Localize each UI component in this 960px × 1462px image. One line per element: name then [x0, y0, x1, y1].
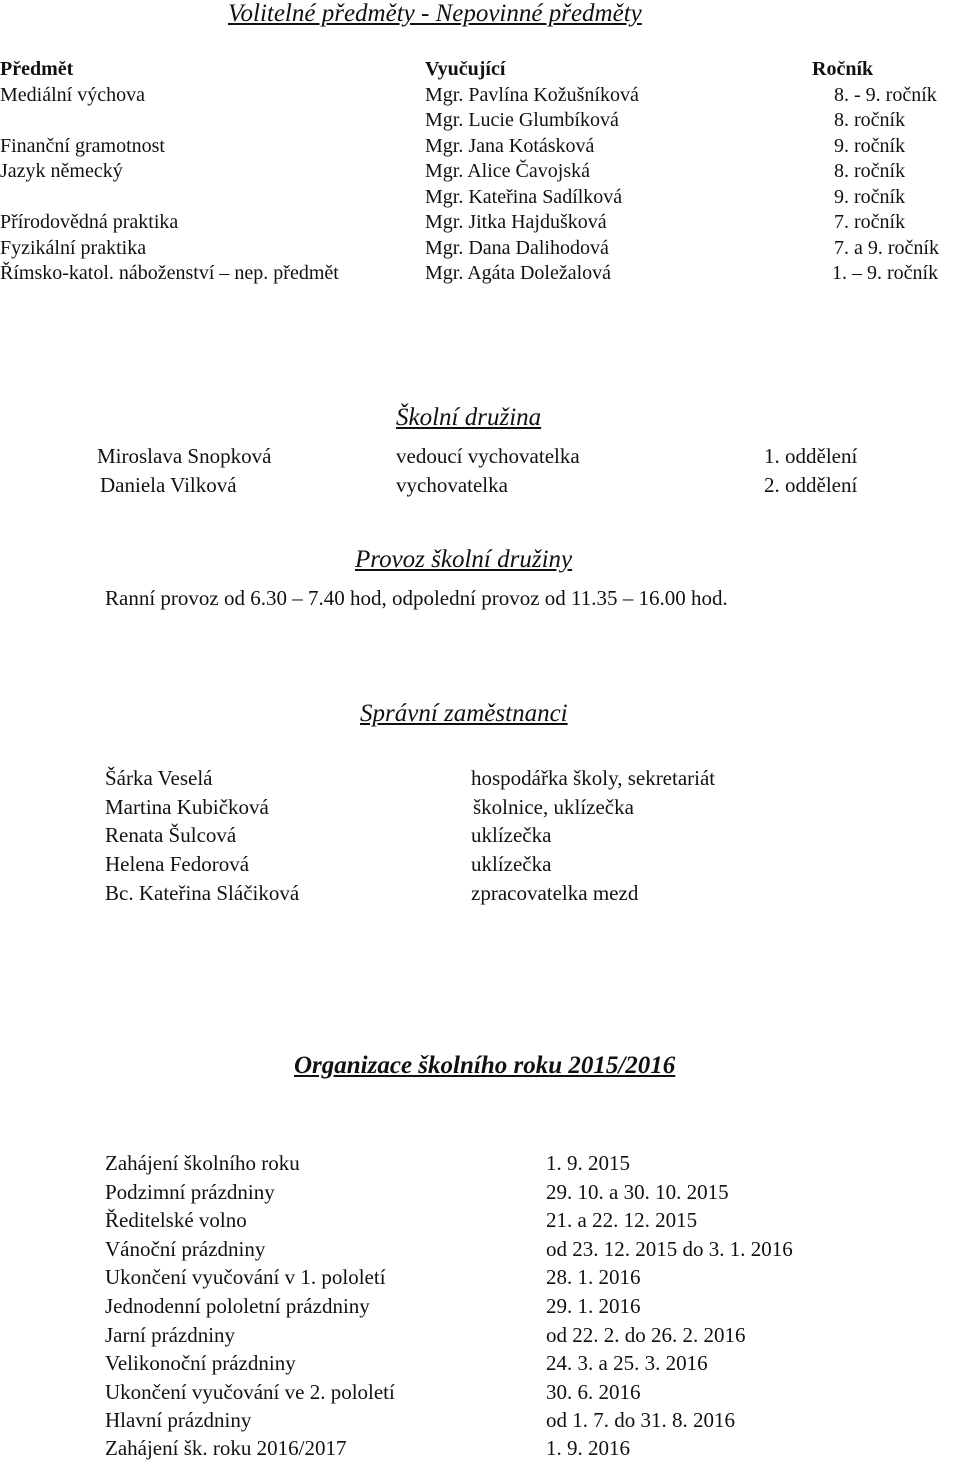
subject-grade: 1. – 9. ročník	[832, 262, 939, 284]
organizace-event: Vánoční prázdniny	[105, 1237, 266, 1261]
header-vyucujici: Vyučující	[425, 58, 506, 80]
table-row	[0, 84, 960, 110]
druzina-staff-role: vedoucí vychovatelka	[396, 444, 580, 468]
table-row	[0, 262, 960, 288]
druzina-staff-role: vychovatelka	[396, 473, 508, 497]
page-title: Volitelné předměty - Nepovinné předměty	[228, 0, 642, 27]
subject-name: Fyzikální praktika	[0, 236, 147, 259]
table-row	[0, 237, 960, 263]
organizace-event: Hlavní prázdniny	[105, 1408, 252, 1432]
organizace-event: Zahájení šk. roku 2016/2017	[105, 1436, 347, 1460]
organizace-date: 24. 3. a 25. 3. 2016	[546, 1351, 708, 1375]
subject-teacher: Mgr. Jana Kotásková	[425, 134, 595, 157]
organizace-event: Podzimní prázdniny	[105, 1180, 275, 1204]
druzina-staff-dept: 1. oddělení	[764, 444, 858, 468]
organizace-event: Zahájení školního roku	[105, 1151, 300, 1175]
table-row	[0, 186, 960, 212]
subject-grade: 7. ročník	[834, 211, 906, 233]
subject-teacher: Mgr. Alice Čavojská	[425, 160, 590, 182]
spravni-role: hospodářka školy, sekretariát	[471, 766, 716, 790]
druzina-staff-name: Daniela Vilková	[100, 473, 237, 497]
druzina-staff-name: Miroslava Snopková	[97, 444, 272, 468]
organizace-date: 28. 1. 2016	[546, 1265, 641, 1289]
subject-teacher: Mgr. Jitka Hajdušková	[425, 211, 607, 233]
subject-name: Mediální výchova	[0, 83, 145, 106]
table-row	[0, 109, 960, 135]
spravni-name: Šárka Veselá	[105, 766, 213, 790]
spravni-role: zpracovatelka mezd	[471, 881, 639, 905]
organizace-date: od 23. 12. 2015 do 3. 1. 2016	[546, 1237, 793, 1261]
organizace-event: Jednodenní pololetní prázdniny	[105, 1294, 370, 1318]
spravni-name: Bc. Kateřina Sláčiková	[105, 881, 300, 905]
spravni-role: uklízečka	[471, 852, 552, 876]
subject-teacher: Mgr. Agáta Doležalová	[425, 262, 612, 284]
organizace-event: Ukončení vyučování v 1. pololetí	[105, 1265, 386, 1289]
spravni-name: Martina Kubičková	[105, 795, 269, 819]
table-row	[0, 211, 960, 237]
subject-teacher: Mgr. Kateřina Sadílková	[425, 185, 623, 208]
subject-teacher: Mgr. Pavlína Kožušníková	[425, 83, 639, 106]
organizace-event: Ukončení vyučování ve 2. pololetí	[105, 1380, 395, 1404]
organizace-date: 1. 9. 2015	[546, 1151, 630, 1175]
organizace-date: 21. a 22. 12. 2015	[546, 1208, 698, 1232]
organizace-date: 29. 1. 2016	[546, 1294, 641, 1318]
organizace-event: Velikonoční prázdniny	[105, 1351, 296, 1375]
organizace-date: od 1. 7. do 31. 8. 2016	[546, 1408, 735, 1432]
druzina-heading: Školní družina	[396, 404, 542, 431]
spravni-name: Renata Šulcová	[105, 823, 237, 847]
organizace-date: od 22. 2. do 26. 2. 2016	[546, 1323, 746, 1347]
druzina-staff-dept: 2. oddělení	[764, 473, 858, 497]
organizace-heading: Organizace školního roku 2015/2016	[294, 1052, 676, 1079]
subjects-header-row	[0, 58, 960, 84]
spravni-role: uklízečka	[471, 823, 552, 847]
table-row	[0, 135, 960, 161]
organizace-event: Ředitelské volno	[105, 1208, 247, 1232]
subjects-table	[0, 58, 960, 288]
organizace-event: Jarní prázdniny	[105, 1323, 236, 1347]
provoz-heading: Provoz školní družiny	[355, 546, 573, 573]
subject-name: Jazyk německý	[0, 160, 123, 182]
subject-teacher: Mgr. Dana Dalihodová	[425, 236, 609, 259]
organizace-date: 1. 9. 2016	[546, 1436, 630, 1460]
subject-grade: 9. ročník	[834, 134, 906, 157]
spravni-role: školnice, uklízečka	[473, 795, 634, 819]
subject-name: Finanční gramotnost	[0, 134, 165, 157]
organizace-date: 30. 6. 2016	[546, 1380, 641, 1404]
subject-name: Římsko-katol. náboženství – nep. předmět	[0, 262, 339, 284]
table-row	[0, 160, 960, 186]
subject-name: Přírodovědná praktika	[0, 211, 179, 233]
subject-grade: 9. ročník	[834, 185, 906, 208]
subject-teacher: Mgr. Lucie Glumbíková	[425, 109, 619, 131]
provoz-text: Ranní provoz od 6.30 – 7.40 hod, odpolední provoz od 11.35 – 16.00 hod.	[105, 586, 728, 610]
organizace-date: 29. 10. a 30. 10. 2015	[546, 1180, 729, 1204]
subject-grade: 8. ročník	[834, 160, 906, 182]
subject-grade: 7. a 9. ročník	[834, 236, 939, 259]
subject-grade: 8. - 9. ročník	[834, 83, 937, 106]
spravni-name: Helena Fedorová	[105, 852, 250, 876]
subject-grade: 8. ročník	[834, 109, 906, 131]
header-rocnik: Ročník	[812, 58, 874, 80]
spravni-heading: Správní zaměstnanci	[360, 700, 568, 727]
header-predmet: Předmět	[0, 58, 74, 80]
